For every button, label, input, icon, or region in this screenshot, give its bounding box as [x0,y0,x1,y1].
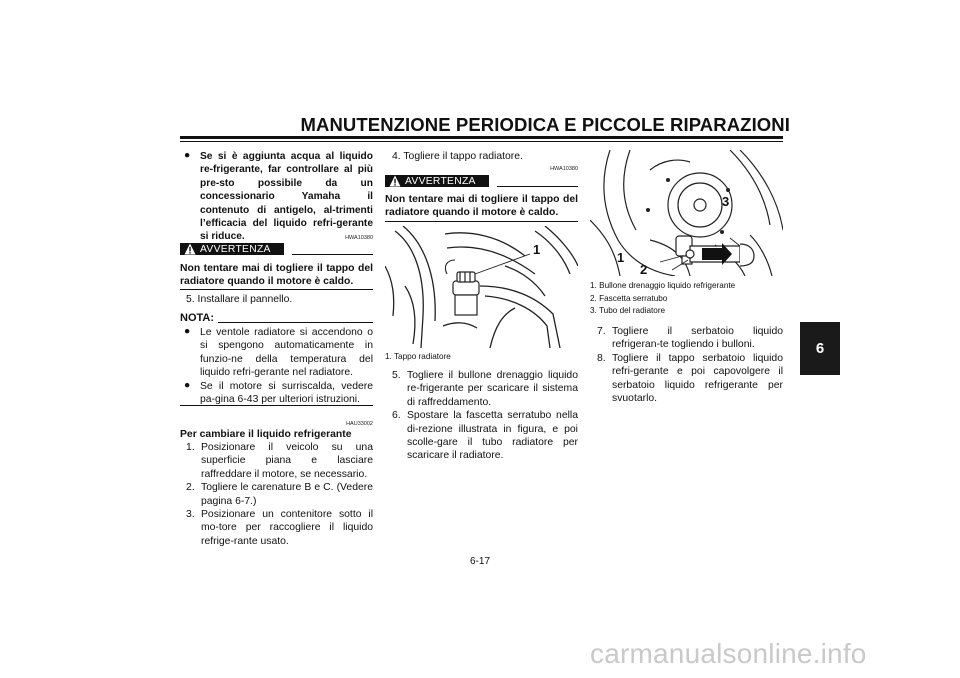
step-number: 6. [392,410,401,422]
step-text: Spostare la fascetta serratubo nella di-rezione illustrata in figura, e poi scolle-gare il tubo radiatore per scaricare il radiatore. [407,410,578,462]
warning-rule [497,186,578,187]
left-steps [186,441,373,548]
warning-code: HWA10380 [550,166,578,172]
step-item [186,481,373,508]
page-number: 6-17 [469,556,490,567]
step-number: 2. [186,482,195,494]
warning-bottom-rule [180,289,373,290]
step-number: 5. [392,370,401,381]
right-steps [597,325,783,405]
figure-caption: 1. Tappo radiatore [385,352,451,361]
warning-text: Non tentare mai di togliere il tappo del radiatore quando il motore è caldo. [180,263,373,288]
note-label: NOTA: [180,312,215,324]
step-text: Togliere il bullone drenaggio liquido re-frigerante per scaricare il sistema di raffreddamento. [407,370,578,408]
step-5: 5. Installare il pannello. [186,294,293,305]
warning-header [180,243,373,257]
warning-rule [292,254,373,255]
step-number: 1. [186,442,195,453]
step-number: 8. [597,352,606,364]
figure-callout: 1 [617,250,625,265]
figure-captions [590,280,783,318]
bullet-item [180,150,373,244]
middle-steps [392,369,578,463]
step-item [597,325,783,352]
figure-caption: 3. Tubo del radiatore [590,306,666,315]
step-number: 3. [186,509,195,521]
step-text: Togliere le carenature B e C. (Vedere pagina 6-7.) [201,482,373,507]
step-text: Posizionare un contenitore sotto il mo-tore per raccogliere il liquido refrige-rante usato. [201,509,373,547]
figure-caption: 1. Bullone drenaggio liquido refrigerante [590,281,736,290]
warning-label: AVVERTENZA [405,176,476,187]
step-4: 4. Togliere il tappo radiatore. [392,151,523,162]
note-bullet [180,380,373,407]
header-rule [180,136,783,139]
chapter-tab: 6 [800,322,840,375]
warning-text: Non tentare mai di togliere il tappo del radiatore quando il motore è caldo. [385,194,578,219]
warning-label: AVVERTENZA [200,244,271,255]
step-item [186,508,373,548]
watermark: carmanualsonline.info [590,638,867,669]
figure-callout: 1 [533,242,541,257]
step-item [392,369,578,409]
step-item [597,352,783,406]
note-bullet [180,326,373,380]
step-number: 7. [597,326,606,337]
warning-badge [180,243,284,255]
left-column [180,150,373,244]
note-bottom-rule [180,405,373,406]
step-text: Togliere il serbatoio liquido refrigeran-te togliendo i bulloni. [612,326,783,351]
figure-callout: 3 [722,194,730,209]
header-rule-thin [180,141,783,142]
coolant-bullet-text: Se si è aggiunta acqua al liquido re-frigerante, far controllare al più pre-sto possibile da un concessionario Yamaha il contenuto di antigelo, al-trimenti l’efficacia del liquido refri-gerante si riduce. [200,151,373,243]
warning-header [385,175,578,189]
step-text: Posizionare il veicolo su una superficie piana e lasciare raffreddare il motore, se necessario. [201,442,373,480]
figure-callout: 2 [640,262,648,276]
warning-icon [389,175,401,187]
bullet-dot-icon: ● [184,379,191,391]
warning-code: HWA10380 [345,235,373,241]
warning-badge [385,175,489,187]
figure-caption: 2. Fascetta serratubo [590,293,668,303]
step-item [392,409,578,463]
radiator-cap-illustration [385,226,578,348]
bullet-dot-icon: ● [184,326,191,337]
warning-bottom-rule [385,221,578,222]
warning-icon [184,243,196,255]
bullet-dot-icon: ● [184,150,191,161]
page-title: MANUTENZIONE PERIODICA E PICCOLE RIPARAZIONI [300,114,790,135]
section-code: HAU33002 [346,421,373,427]
note-bullets [180,326,373,406]
step-text: Togliere il tappo serbatoio liquido refri-gerante e poi capovolgere il serbatoio liquido refrigerante per svuotarlo. [612,352,783,405]
note-bullet-text: Le ventole radiatore si accendono o si spengono automaticamente in funzio-ne della temperatura del liquido refri-gerante nel radiatore. [200,327,373,379]
radiator-cap-figure [385,226,578,348]
note-rule [218,322,373,323]
step-item [186,441,373,481]
coolant-drain-figure [590,150,783,276]
note-header [180,312,373,326]
note-bullet-text: Se il motore si surriscalda, vedere pa-gina 6-43 per ulteriori istruzioni. [200,380,373,406]
section-title: Per cambiare il liquido refrigerante [180,429,352,440]
